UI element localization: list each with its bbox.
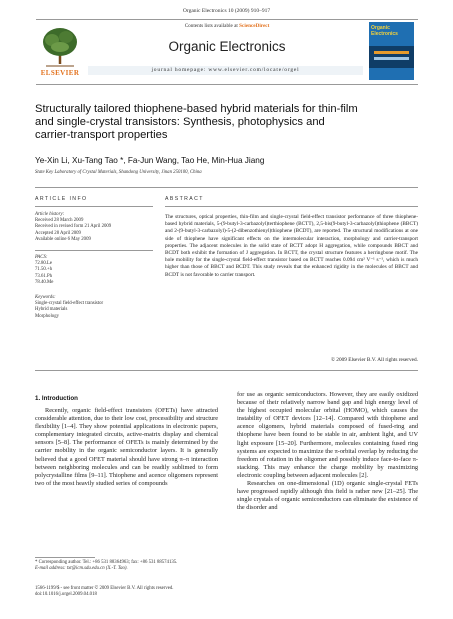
issn-line: 1566-1199/$ - see front matter © 2009 Elsevier B.V. All rights reserved. (35, 586, 174, 591)
contents-line (36, 23, 418, 29)
elsevier-wordmark: ELSEVIER (40, 69, 80, 77)
keywords-list (35, 295, 155, 320)
footnote-rule (35, 557, 95, 558)
keyword: Hybrid materials (35, 307, 68, 313)
history-item: Received 28 March 2009 (35, 218, 84, 224)
history-item: Accepted 28 April 2009 (35, 230, 81, 236)
keywords-label: Keywords: (35, 295, 56, 300)
sciencedirect-link[interactable]: ScienceDirect (239, 23, 270, 29)
pacs-code: 78.40.Me (35, 279, 54, 285)
intro-right-column (237, 391, 418, 512)
title-line: Structurally tailored thiophene-based hybrid materials for thin-film (35, 103, 358, 115)
introduction-heading: 1. Introduction (35, 395, 78, 402)
history-label: Article history: (35, 212, 65, 217)
author-list: Ye-Xin Li, Xu-Tang Tao *, Fa-Jun Wang, Tao He, Min-Hua Jiang (35, 156, 265, 165)
contents-prefix: Contents lists available at (184, 23, 240, 29)
article-history (35, 212, 155, 243)
publication-info (35, 586, 295, 598)
pacs-list (35, 255, 155, 286)
keyword: Single-crystal field-effect transistor (35, 301, 104, 307)
divider (35, 187, 418, 188)
title-line: and single-crystal transistors: Synthesis, photophysics and (35, 116, 325, 128)
journal-header (36, 19, 418, 85)
divider (35, 206, 153, 207)
pacs-code: 73.61.Ph (35, 273, 53, 279)
abstract-copyright: © 2009 Elsevier B.V. All rights reserved. (330, 357, 418, 363)
keyword: Morphology (35, 313, 59, 319)
history-item: Available online 6 May 2009 (35, 236, 91, 242)
divider (165, 206, 418, 207)
pacs-label: PACS: (35, 255, 48, 260)
pacs-code: 72.80.Le (35, 261, 53, 267)
intro-paragraph: Researches on one-dimensional (1D) organic single-crystal FETs have progressed rapidly although this field is rather new [21–25]. The single crystals of organic semiconductors can eliminate the existence of the disorder and (237, 480, 418, 512)
footnotes (35, 560, 218, 572)
journal-title: Organic Electronics (168, 39, 286, 54)
cover-strip (374, 57, 409, 60)
intro-left-column: Recently, organic field-effect transistors (OFETs) have attracted considerable attention, due to their low cost, processibility and structure flexibility [1–4]. They show potential applications in electronic papers, complementary integrated circuits, active-matrix display and chemical sensors [5–8]. The performance of OFETs is mainly determined by the carrier mobility in the organic semiconductor layers. It is generally believed that a good OFET material should have strong π–π interaction between neighboring molecules and can be readily sublimed to form polycrystalline films [9–11]. Thiophene and acence oligomers represent two of the most heavily studied series of compounds (35, 407, 218, 487)
doi-line: doi:10.1016/j.orgel.2009.04.018 (35, 592, 97, 598)
corresponding-author-note: * Corresponding author. Tel.: +86 531 88364963; fax: +86 531 88574135. (35, 560, 178, 565)
article-title (35, 103, 425, 142)
divider (35, 250, 153, 251)
running-head: Organic Electronics 10 (2009) 910–917 (182, 8, 271, 14)
pacs-code: 71.50.+h (35, 267, 53, 273)
journal-cover-thumbnail (369, 22, 414, 80)
affiliation: State Key Laboratory of Crystal Materials, Shandong University, Jinan 250100, China (35, 170, 202, 175)
divider (35, 370, 418, 371)
article-info-heading: ARTICLE INFO (35, 196, 88, 202)
title-line: carrier-transport properties (35, 129, 168, 141)
cover-title: Organic Electronics (371, 25, 398, 37)
cover-strip (374, 51, 409, 54)
abstract-heading: ABSTRACT (165, 196, 204, 202)
abstract-text: The structures, optical properties, thin-film and single-crystal field-effect transistor performance of three thiophene-based hybrid materials, 5-(9-butyl-3-carbazolyl)terthiophene (BCTT), 2,5-bis(9-butyl-3-carbazolyl)thiophene (BBCT) and 2-(9-butyl-3-carbazolyl)-5-(2-dibenzothienyl)thiophene (BCDT), are reported. The structural modifications at one side of thiophene have significant effects on the intermolecular interaction, morphology and carrier-transport properties. The adjacent molecules in the solid state of BCTT adopt H aggregation, while compounds BBCT and BCDT both exhibit the formation of J aggregation. In BCTT, the crystal structure features a herringbone motif. The hole mobility for the single-crystal field-effect transistor based on BCTT reaches 0.094 cm² V⁻¹ s⁻¹, which is much higher than those of BBCT and BCDT. This study reveals that the enhanced rigidity in the molecules of BBCT and BCDT is not favorable to carrier transport. (165, 214, 418, 278)
email-note: E-mail address: txt@icm.sdu.edu.cn (X.-T. Tao). (35, 566, 128, 572)
history-item: Received in revised form 21 April 2009 (35, 224, 112, 230)
intro-paragraph: for use as organic semiconductors. However, they are easily oxidized because of their relatively narrow band gap and high energy level of the highest occupied molecular orbital (HOMO), which causes the instability of OFET devices [12–14]. Compared with thiophene and acence oligomers, hybrid materials composed of fused-ring and thiophene have been found to be stable in air, ambient light, and UV light exposure [15–20]. Furthermore, molecules containing fused ring systems are expected to maximize the π-orbital overlap by reducing the freedom of rotation in the oligomer and possibly induce face-to-face π-stacking. This may enhance the charge mobility by maximizing electronic coupling between adjacent molecules [2]. (237, 391, 418, 479)
journal-homepage-link[interactable]: journal homepage: www.elsevier.com/locate/orgel (151, 67, 300, 73)
